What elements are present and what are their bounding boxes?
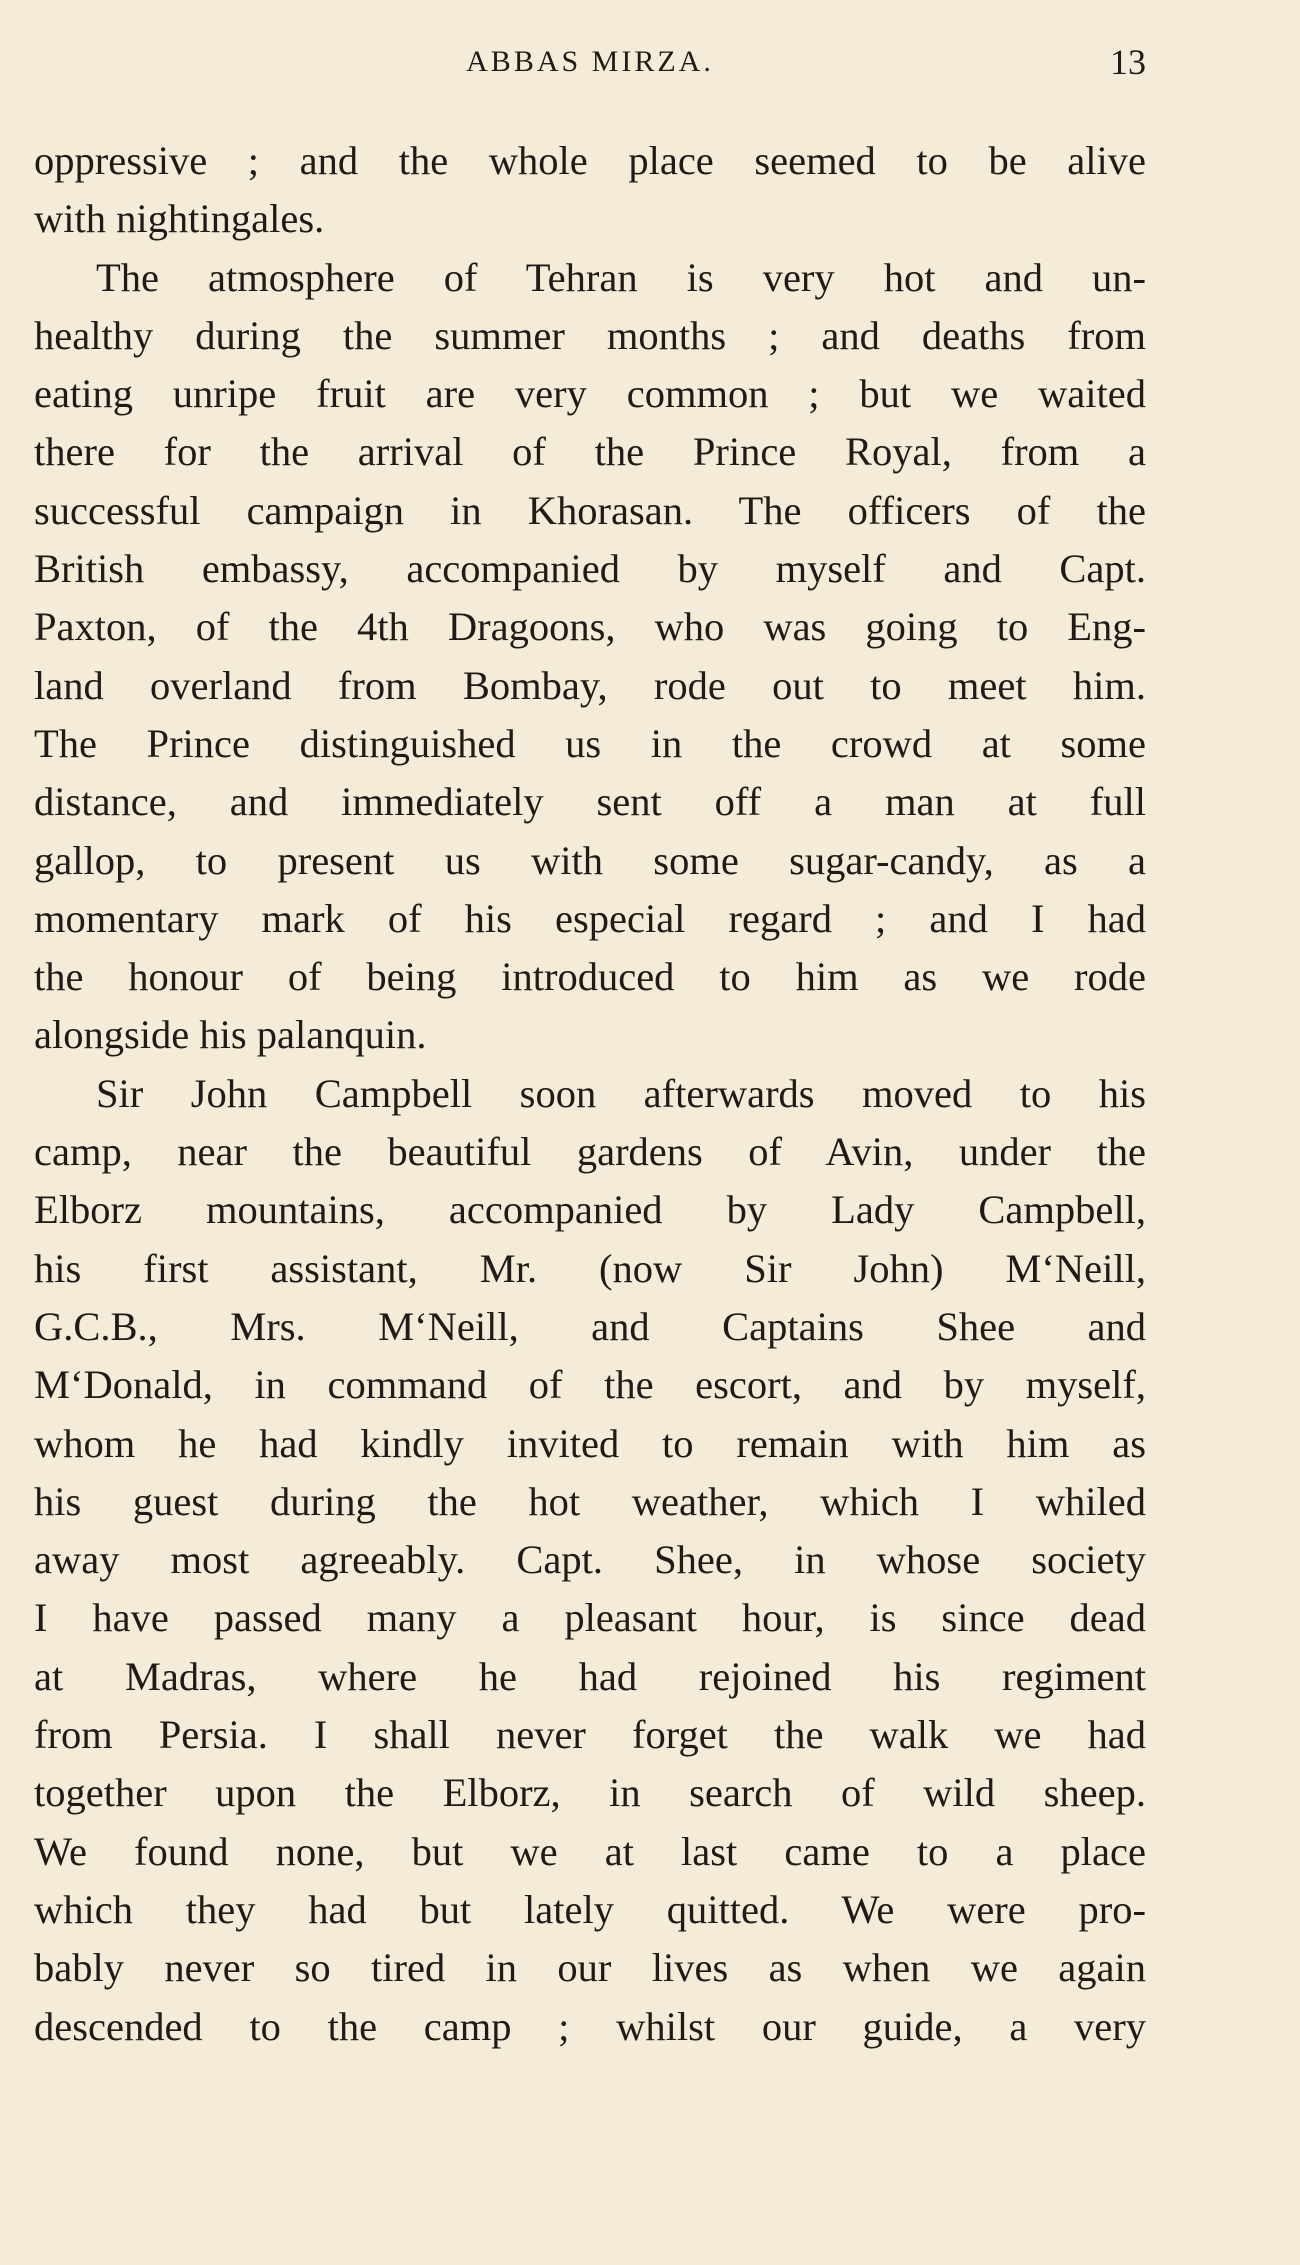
text-line: away most agreeably. Capt. Shee, in whose society <box>34 1537 1146 1583</box>
text-line: G.C.B., Mrs. M‘Neill, and Captains Shee and <box>34 1303 1146 1349</box>
text-line: which they had but lately quitted. We were pro- <box>34 1886 1146 1932</box>
text-line: eating unripe fruit are very common ; but we waited <box>34 371 1146 417</box>
running-head <box>34 42 1146 90</box>
page-number: 13 <box>1110 42 1146 82</box>
text-line: M‘Donald, in command of the escort, and by myself, <box>34 1362 1146 1408</box>
text-line: the honour of being introduced to him as we rode <box>34 954 1146 1000</box>
paragraph-first-line: Sir John Campbell soon afterwards moved to his <box>96 1070 1146 1116</box>
text-line: Paxton, of the 4th Dragoons, who was going to Eng- <box>34 604 1146 650</box>
text-line: British embassy, accompanied by myself and Capt. <box>34 546 1146 592</box>
running-title: ABBAS MIRZA. <box>466 45 714 78</box>
text-line: oppressive ; and the whole place seemed to be alive <box>34 138 1146 183</box>
text-line: at Madras, where he had rejoined his regiment <box>34 1653 1146 1699</box>
text-line: Elborz mountains, accompanied by Lady Campbell, <box>34 1187 1146 1233</box>
paragraph-first-line: The atmosphere of Tehran is very hot and un- <box>96 254 1146 300</box>
text-line: momentary mark of his especial regard ; and I had <box>34 895 1146 941</box>
text-line: descended to the camp ; whilst our guide, a very <box>34 2003 1146 2049</box>
text-line: whom he had kindly invited to remain with him as <box>34 1420 1146 1466</box>
text-line: healthy during the summer months ; and deaths from <box>34 312 1146 358</box>
text-line: from Persia. I shall never forget the walk we had <box>34 1712 1146 1758</box>
body-text <box>34 132 1146 2056</box>
text-line: there for the arrival of the Prince Royal, from a <box>34 429 1146 475</box>
text-line: bably never so tired in our lives as when we again <box>34 1945 1146 1991</box>
text-line: his first assistant, Mr. (now Sir John) M‘Neill, <box>34 1245 1146 1291</box>
text-line: The Prince distinguished us in the crowd at some <box>34 720 1146 766</box>
text-line: together upon the Elborz, in search of wild sheep. <box>34 1770 1146 1816</box>
text-line: I have passed many a pleasant hour, is since dead <box>34 1595 1146 1641</box>
text-line: his guest during the hot weather, which I whiled <box>34 1478 1146 1524</box>
text-line: alongside his palanquin. <box>34 1012 427 1058</box>
text-line: distance, and immediately sent off a man at full <box>34 779 1146 825</box>
text-line: land overland from Bombay, rode out to meet him. <box>34 662 1146 708</box>
text-line: successful campaign in Khorasan. The officers of the <box>34 487 1146 533</box>
text-line: We found none, but we at last came to a place <box>34 1828 1146 1874</box>
text-line: gallop, to present us with some sugar-candy, as a <box>34 837 1146 883</box>
text-line: with nightingales. <box>34 196 325 242</box>
text-line: camp, near the beautiful gardens of Avin, under the <box>34 1129 1146 1175</box>
